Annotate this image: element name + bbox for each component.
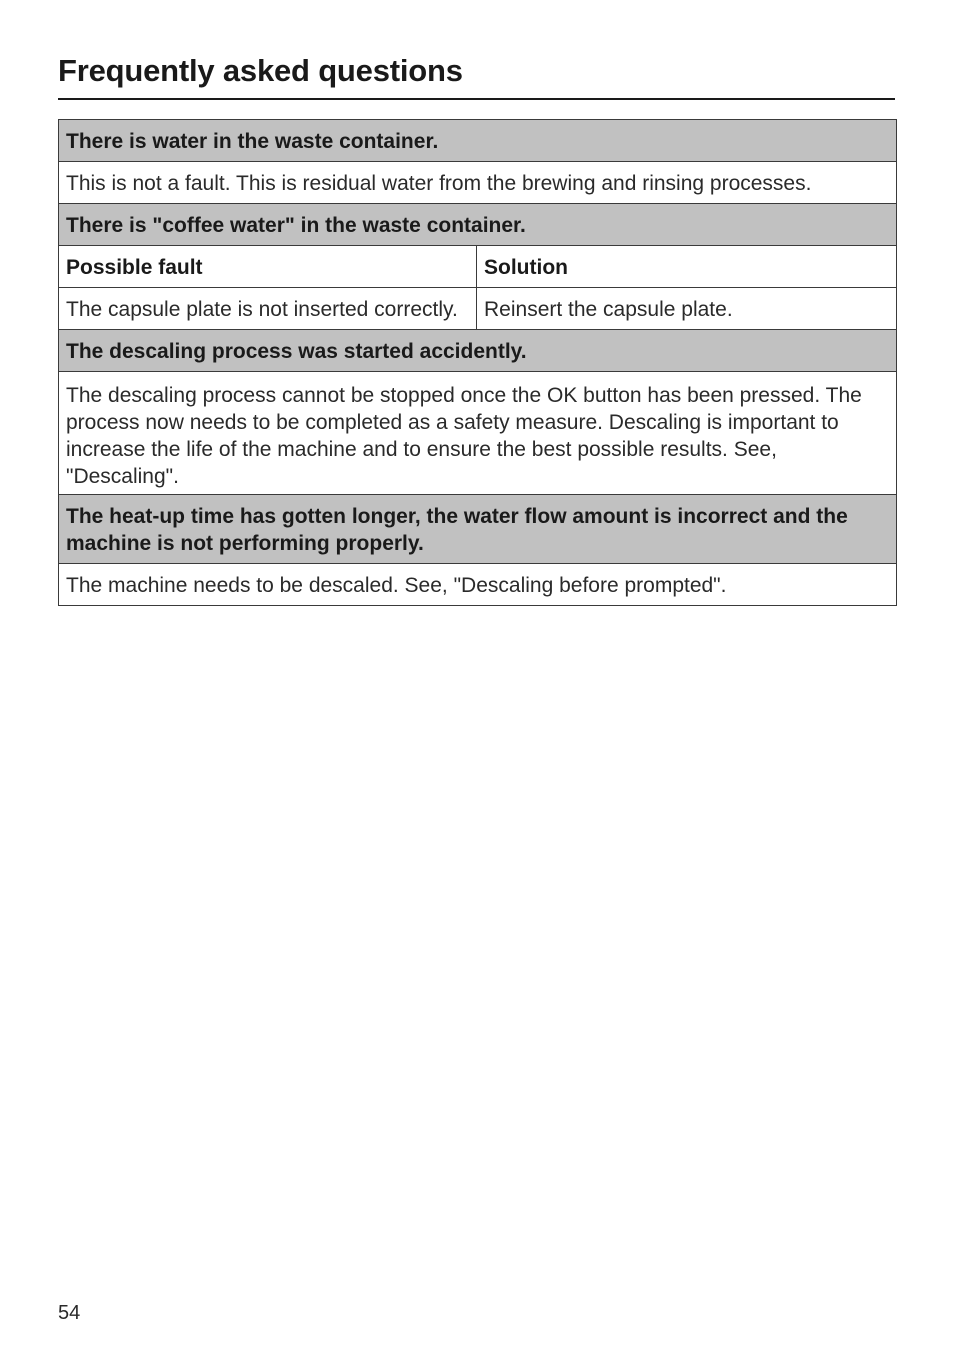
column-header-possible-fault: Possible fault	[59, 246, 477, 288]
faq-table	[58, 119, 897, 606]
question-heat-up-time-longer: The heat-up time has gotten longer, the water flow amount is incorrect and the machine is not performing properly.	[59, 495, 897, 564]
answer-water-in-waste-container: This is not a fault. This is residual water from the brewing and rinsing processes.	[59, 162, 897, 204]
question-row-3	[59, 330, 897, 372]
answer-descaling-started-accidently: The descaling process cannot be stopped once the OK button has been pressed. The process now needs to be completed as a safety measure. Descaling is important to increase the life of the machine and to ensure the best possible results. See, "Descaling".	[59, 372, 897, 495]
question-descaling-started-accidently: The descaling process was started accidently.	[59, 330, 897, 372]
page-number: 54	[58, 1302, 81, 1324]
table-header-row	[59, 246, 897, 288]
question-row-4	[59, 495, 897, 564]
answer-row-4	[59, 564, 897, 606]
fault-cell: The capsule plate is not inserted correctly.	[59, 288, 477, 330]
solution-cell: Reinsert the capsule plate.	[477, 288, 897, 330]
question-row-2	[59, 204, 897, 246]
page-title: Frequently asked questions	[58, 53, 463, 88]
question-water-in-waste-container: There is water in the waste container.	[59, 120, 897, 162]
title-rule	[58, 98, 895, 100]
question-row-1	[59, 120, 897, 162]
answer-row-1	[59, 162, 897, 204]
answer-row-3	[59, 372, 897, 495]
column-header-solution: Solution	[477, 246, 897, 288]
table-row	[59, 288, 897, 330]
question-coffee-water: There is "coffee water" in the waste container.	[59, 204, 897, 246]
answer-heat-up-time-longer: The machine needs to be descaled. See, "Descaling before prompted".	[59, 564, 897, 606]
